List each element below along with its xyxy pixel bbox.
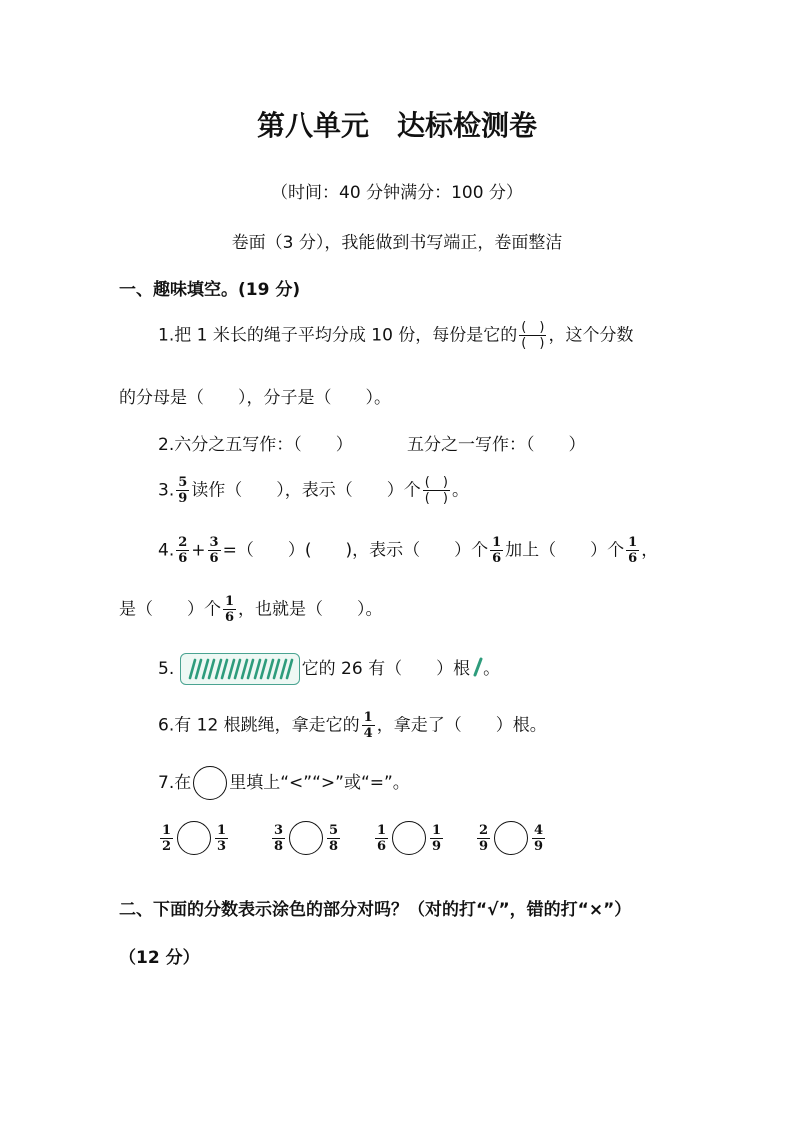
- fraction-1-4: [362, 710, 375, 741]
- fraction-right: [532, 823, 545, 854]
- q3-blank-numerator[interactable]: ( ): [424, 475, 448, 490]
- q3-text: 读作（ ），表示（ ）个: [191, 480, 421, 501]
- fraction-5-9: [176, 475, 189, 506]
- fraction-denominator: 9: [432, 838, 442, 854]
- section-1-heading: 一、趣味填空。(19 分): [119, 280, 301, 300]
- comparison-pair-1: [158, 821, 230, 855]
- question-7: [158, 766, 410, 800]
- fraction-denominator: 6: [492, 551, 502, 566]
- plus-sign: +: [191, 540, 206, 561]
- fraction-numerator: 5: [178, 475, 188, 490]
- fraction-left: [477, 823, 490, 854]
- fraction-numerator: 3: [209, 535, 219, 550]
- exam-meta: （时间：40 分钟满分：100 分）: [271, 183, 523, 203]
- question-2a: 2.六分之五写作：（ ）: [158, 435, 353, 455]
- q5-text: 它的 26 有（ ）根: [301, 659, 471, 679]
- q1-blank-numerator[interactable]: ( ): [521, 320, 545, 335]
- q3-blank-fraction[interactable]: [423, 475, 450, 506]
- fraction-numerator: 1: [225, 594, 235, 609]
- section-2-heading: 二、下面的分数表示涂色的部分对吗？（对的打“√”，错的打“×”）: [119, 900, 632, 920]
- section-2-score: （12 分）: [119, 948, 200, 968]
- fraction-denominator: 6: [209, 551, 219, 566]
- fraction-denominator: 6: [178, 551, 188, 566]
- q1-text: 1.把 1 米长的绳子平均分成 10 份，每份是它的: [158, 325, 518, 346]
- fraction-numerator: 1: [217, 822, 227, 838]
- fraction-denominator: 6: [225, 610, 235, 625]
- question-4: [158, 535, 658, 566]
- single-stick-icon: [473, 657, 483, 682]
- question-1-line-2: 的分母是（ ），分子是（ ）。: [119, 388, 391, 408]
- fraction-numerator: 3: [274, 822, 284, 838]
- question-4-line-2: [119, 594, 383, 625]
- q5-number: 5.: [158, 659, 175, 679]
- fraction-denominator: 9: [178, 491, 188, 506]
- fraction-1-6: [626, 535, 639, 566]
- fraction-numerator: 1: [162, 822, 172, 838]
- compare-circle[interactable]: [494, 821, 528, 855]
- q3-blank-denominator[interactable]: ( ): [424, 491, 448, 506]
- example-circle: [193, 766, 227, 800]
- fraction-numerator: 1: [377, 822, 387, 838]
- fraction-denominator: 8: [329, 838, 339, 854]
- fraction-numerator: 1: [363, 710, 373, 725]
- fraction-right: [327, 823, 340, 854]
- fraction-denominator: 6: [377, 838, 387, 854]
- q7-text-end: 里填上“<”“>”或“=”。: [229, 773, 410, 793]
- comparison-pair-2: [270, 821, 342, 855]
- fraction-denominator: 9: [479, 838, 489, 854]
- fraction-numerator: 5: [329, 822, 339, 838]
- comparison-pair-4: [475, 821, 547, 855]
- neatness-note: 卷面（3 分），我能做到书写端正，卷面整洁: [231, 233, 563, 253]
- q7-text: 7.在: [158, 773, 192, 793]
- fraction-numerator: 1: [628, 535, 638, 550]
- fraction-right: [215, 823, 228, 854]
- fraction-denominator: 3: [217, 838, 227, 854]
- q3-number: 3.: [158, 480, 175, 501]
- fraction-numerator: 1: [492, 535, 502, 550]
- q4-line2-text: 是（ ）个: [119, 599, 221, 620]
- fraction-left: [375, 823, 388, 854]
- compare-circle[interactable]: [392, 821, 426, 855]
- fraction-3-6: [208, 535, 221, 566]
- compare-circle[interactable]: [177, 821, 211, 855]
- fraction-denominator: 2: [162, 838, 172, 854]
- fraction-numerator: 2: [178, 535, 188, 550]
- q1-blank-denominator[interactable]: ( ): [521, 336, 545, 351]
- fraction-2-6: [176, 535, 189, 566]
- fraction-numerator: 4: [534, 822, 544, 838]
- fraction-numerator: 1: [432, 822, 442, 838]
- compare-circle[interactable]: [289, 821, 323, 855]
- question-5: [158, 653, 500, 685]
- fraction-1-6: [223, 594, 236, 625]
- question-6: [158, 710, 547, 741]
- page-title: 第八单元 达标检测卷: [256, 109, 537, 142]
- q6-text-end: ，拿走了（ ）根。: [376, 715, 547, 736]
- q3-end: 。: [451, 480, 469, 501]
- question-3: [158, 475, 469, 506]
- fraction-left: [272, 823, 285, 854]
- q4-text-mid: 加上（ ）个: [505, 540, 625, 561]
- question-1: [158, 320, 633, 351]
- fraction-denominator: 9: [534, 838, 544, 854]
- fraction-1-6: [490, 535, 503, 566]
- q4-comma: ，: [641, 540, 659, 561]
- fraction-denominator: 4: [363, 726, 373, 741]
- q1-blank-fraction[interactable]: [519, 320, 546, 351]
- q6-text: 6.有 12 根跳绳，拿走它的: [158, 715, 360, 736]
- q4-line2-end: ，也就是（ ）。: [238, 599, 383, 620]
- fraction-numerator: 2: [479, 822, 489, 838]
- q4-number: 4.: [158, 540, 175, 561]
- fraction-denominator: 8: [274, 838, 284, 854]
- fraction-right: [430, 823, 443, 854]
- fraction-left: [160, 823, 173, 854]
- q5-end: 。: [483, 659, 501, 679]
- stick-bundle-icon: [180, 653, 300, 685]
- fraction-denominator: 6: [628, 551, 638, 566]
- question-2b: 五分之一写作：（ ）: [407, 435, 586, 455]
- q1-text-end: ，这个分数: [548, 325, 634, 346]
- comparison-pair-3: [373, 821, 445, 855]
- q4-text: =（ ）( )，表示（ ）个: [222, 540, 489, 561]
